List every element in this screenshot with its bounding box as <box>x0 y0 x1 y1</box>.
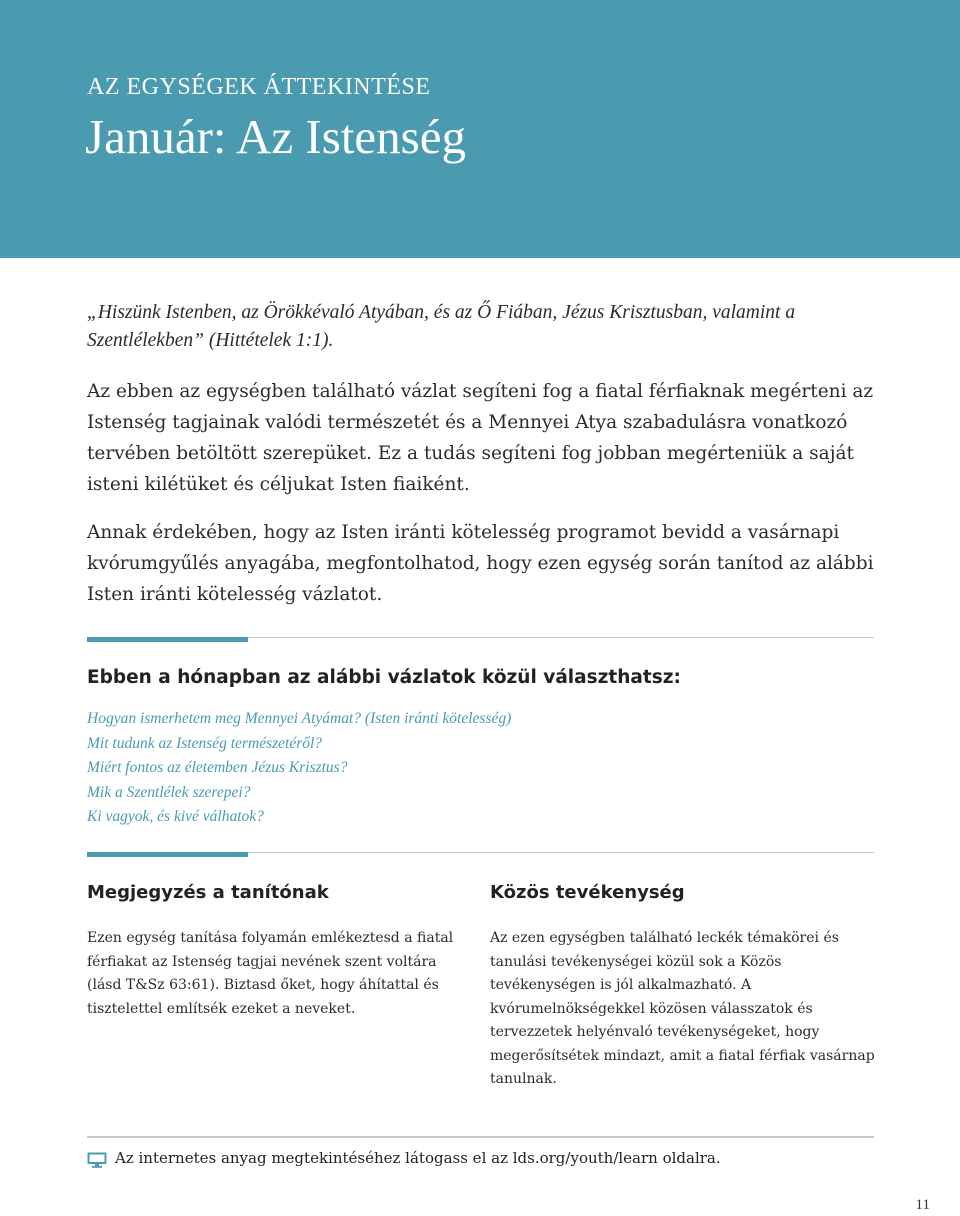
footer-web-note: Az internetes anyag megtekintéséhez látogass el az lds.org/youth/learn oldalra. <box>115 1149 721 1167</box>
header-banner <box>0 0 960 258</box>
outline-link[interactable]: Hogyan ismerhetem meg Mennyei Atyámat? (Isten iránti kötelesség) <box>87 710 512 727</box>
footer-divider <box>87 1136 874 1138</box>
joint-activity-section <box>490 882 877 1092</box>
accent-bar <box>87 637 248 642</box>
joint-activity-text: Az ezen egységben található leckék témakörei és tanulási tevékenységei közül sok a Közös tevékenységen is jól alkalmazható. A kvórumelnökségekkel közösen válasszatok és tervezzetek helyénvaló tevékenységeket, hogy megerősítsétek mindazt, amit a fiatal férfiak vasárnap tanulnak. <box>490 930 875 1087</box>
outline-link[interactable]: Miért fontos az életemben Jézus Krisztus? <box>87 759 348 776</box>
outline-link[interactable]: Mik a Szentlélek szerepei? <box>87 783 251 801</box>
section-kicker: AZ EGYSÉGEK ÁTTEKINTÉSE <box>87 74 431 100</box>
outline-link[interactable]: Mit tudunk az Istenség természetéről? <box>87 734 323 752</box>
page-title: Január: Az Istenség <box>85 109 466 164</box>
outlines-heading: Ebben a hónapban az alábbi vázlatok közül választhatsz: <box>87 667 681 688</box>
scripture-quote: „Hiszünk Istenben, az Örökkévaló Atyában, és az Ő Fiában, Jézus Krisztusban, valamint a Szentlélekben” (Hittételek 1:1). <box>87 302 796 351</box>
teacher-note-section <box>87 882 472 1021</box>
computer-monitor-icon <box>87 1152 107 1168</box>
outline-link[interactable]: Ki vagyok, és kivé válhatok? <box>87 808 264 825</box>
joint-activity-heading: Közös tevékenység <box>490 882 685 903</box>
page-number: 11 <box>915 1197 930 1213</box>
teacher-note-text: Ezen egység tanítása folyamán emlékeztesd a fiatal férfiakat az Istenség tagjai nevének szent voltára (lásd T&Sz 63:61). Biztasd őket, hogy áhítattal és tisztelettel említsék ezeket a neveket. <box>87 930 454 1017</box>
outline-list <box>87 707 511 830</box>
intro-paragraph-2: Annak érdekében, hogy az Isten iránti kötelesség programot bevidd a vasárnapi kvórumgyűlés anyagába, megfontolhatod, hogy ezen egység során tanítod az alábbi Isten iránti kötelesség vázlatot. <box>87 522 874 605</box>
accent-bar <box>87 852 248 857</box>
teacher-note-heading: Megjegyzés a tanítónak <box>87 882 329 903</box>
intro-paragraph-1: Az ebben az egységben található vázlat segíteni fog a fiatal férfiaknak megérteni az Istenség tagjainak valódi természetét és a Mennyei Atya szabadulásra vonatkozó tervében betöltött szerepüket. Ez a tudás segíteni fog jobban megérteniük a saját isteni kilétüket és céljukat Isten fiaiként. <box>87 381 874 495</box>
